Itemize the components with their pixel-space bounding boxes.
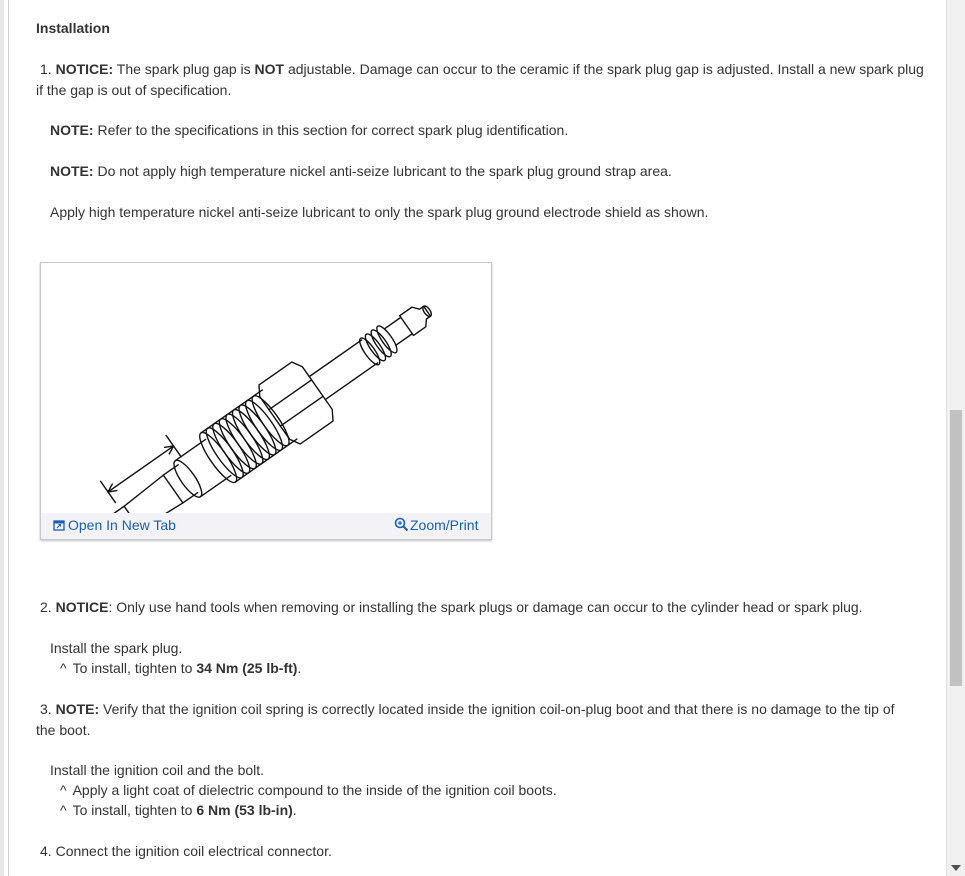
open-tab-icon [53, 519, 65, 531]
step3-install: Install the ignition coil and the bolt. [50, 762, 265, 778]
step3-torque-value: 6 Nm (53 lb-in) [196, 802, 293, 818]
step3-caret-1: ^ [60, 782, 67, 798]
zoom-icon [394, 517, 409, 532]
section-heading: Installation [36, 20, 110, 36]
step2-torque [60, 658, 301, 678]
step1-notice-text-b: adjustable. Damage can occur to the ceramic if the spark plug gap is adjusted. Install a new spark plug [287, 61, 924, 77]
step4-number: 4. [40, 843, 52, 859]
step3-sub1 [60, 780, 557, 800]
document-page [4, 0, 946, 876]
step4-text [40, 841, 332, 861]
step1-note1 [50, 120, 568, 140]
step1-notice-label: NOTICE: [55, 61, 114, 77]
step3-sub1-text: Apply a light coat of dielectric compound to the inside of the ignition coil boots. [72, 782, 557, 798]
step3-number: 3. [40, 701, 52, 717]
step2-torque-post: . [297, 660, 302, 676]
step1-note2 [50, 161, 672, 181]
figure-toolbar [41, 513, 491, 539]
step2-caret: ^ [60, 660, 67, 676]
step2-torque-value: 34 Nm (25 lb-ft) [196, 660, 298, 676]
step2-install: Install the spark plug. [50, 640, 183, 656]
step1-note1-text: Refer to the specifications in this section for correct spark plug identification. [97, 122, 569, 138]
step3-note-line1 [40, 699, 895, 719]
open-in-new-tab-label: Open In New Tab [68, 517, 176, 533]
step2-torque-pre: To install, tighten to [72, 660, 193, 676]
step3-note-label: NOTE: [55, 701, 100, 717]
step3-note-text-a: Verify that the ignition coil spring is correctly located inside the ignition coil-on-plug boot and that there is no damage to the tip of [103, 701, 895, 717]
step1-number: 1. [40, 61, 52, 77]
step4-instruction: Connect the ignition coil electrical connector. [55, 843, 332, 859]
step1-note1-label: NOTE: [50, 122, 94, 138]
step2-notice-label: NOTICE [55, 599, 109, 615]
spark-plug-figure [40, 262, 492, 540]
step1-notice-not: NOT [254, 61, 285, 77]
step2-notice [40, 597, 863, 617]
step1-notice-line2: if the gap is out of specification. [36, 82, 232, 98]
step2-notice-text: : Only use hand tools when removing or installing the spark plugs or damage can occur to the cylinder head or spark plug. [108, 599, 863, 615]
step3-torque-pre: To install, tighten to [72, 802, 193, 818]
zoom-print-label: Zoom/Print [410, 517, 479, 533]
step1-note2-label: NOTE: [50, 163, 94, 179]
step3-caret-2: ^ [60, 802, 67, 818]
page-left-rule [8, 0, 9, 876]
scrollbar-thumb[interactable] [950, 410, 962, 686]
zoom-print-link[interactable] [394, 517, 478, 533]
step1-notice-text-a: The spark plug gap is [116, 61, 251, 77]
step3-note-line2: the boot. [36, 722, 91, 738]
step1-apply-instruction: Apply high temperature nickel anti-seize lubricant to only the spark plug ground electrode shield as shown. [50, 204, 709, 220]
step3-torque [60, 800, 297, 820]
scroll-down-arrow-icon[interactable] [951, 865, 961, 871]
vertical-scrollbar[interactable] [946, 0, 965, 876]
open-in-new-tab-link[interactable] [53, 517, 176, 533]
step2-number: 2. [40, 599, 52, 615]
spark-plug-illustration [41, 263, 491, 513]
step3-torque-post: . [292, 802, 297, 818]
step1-notice-line1 [40, 59, 924, 79]
step1-note2-text: Do not apply high temperature nickel anti-seize lubricant to the spark plug ground strap area. [97, 163, 672, 179]
